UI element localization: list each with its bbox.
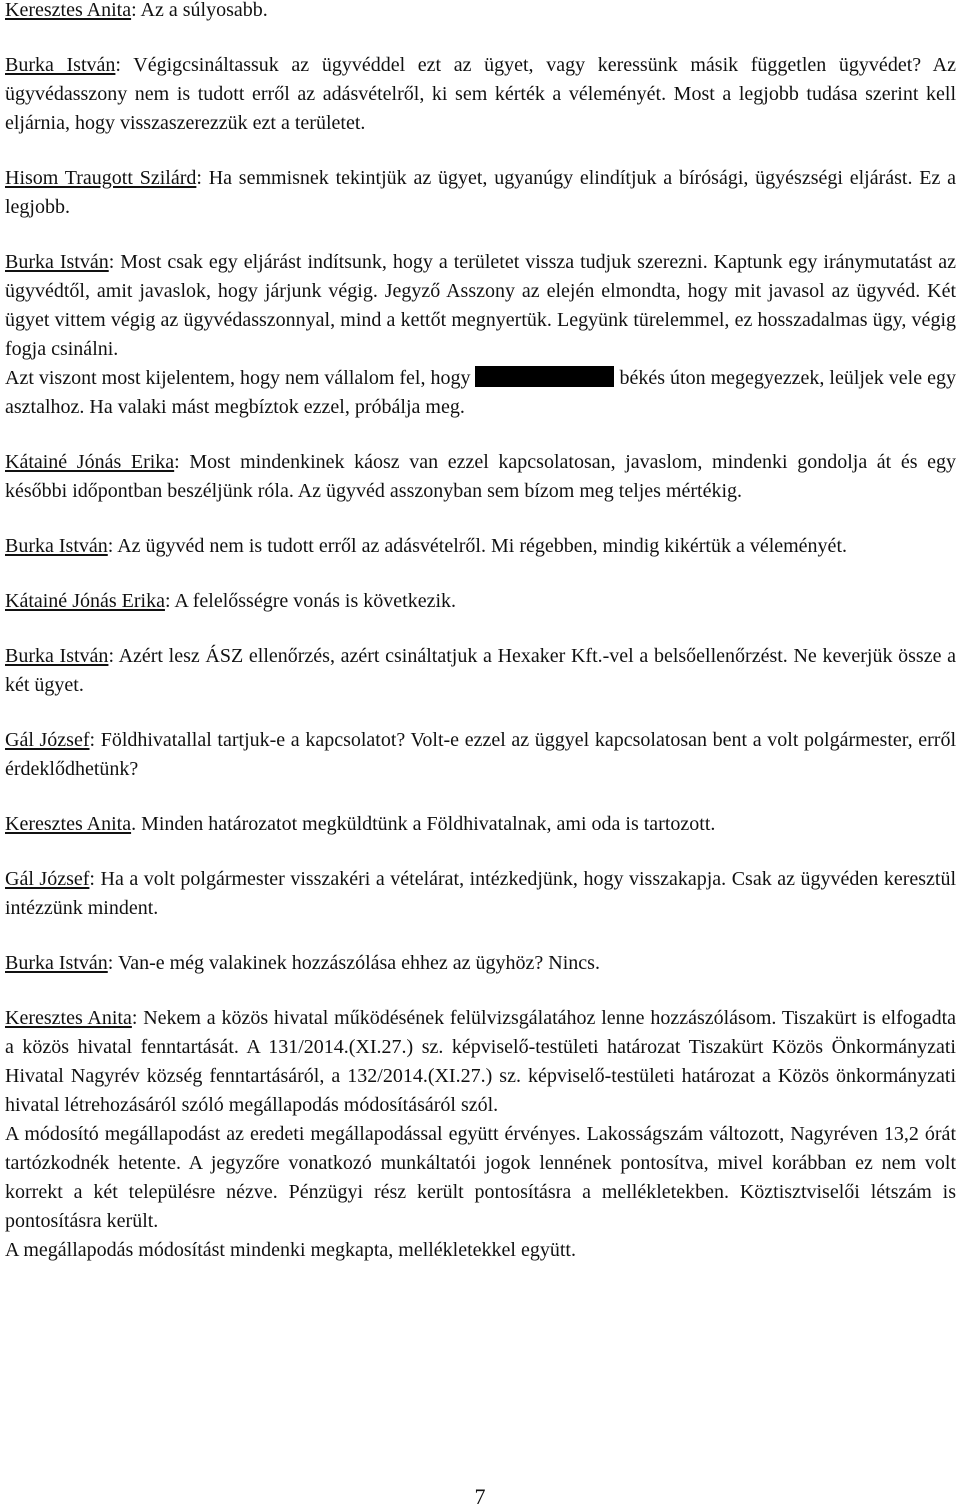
paragraph-text: békés úton megegyezzek, leüljek vele egy asztalhoz. Ha valaki mást megbíztok ezzel, próbálja meg.: [5, 367, 956, 418]
speaker-name: Hisom Traugott Szilárd: [5, 167, 197, 189]
minutes-paragraph: [5, 1004, 956, 1120]
paragraph-text: . Minden határozatot megküldtünk a Földhivatalnak, ami oda is tartozott.: [131, 813, 716, 835]
minutes-paragraph: [5, 532, 956, 561]
page-number: 7: [474, 1484, 486, 1509]
speaker-name: Burka István: [5, 54, 116, 76]
paragraph-text: : Ha semmisnek tekintjük az ügyet, ugyanúgy elindítjuk a bírósági, ügyészségi eljárást. Ez a legjobb.: [5, 167, 956, 218]
paragraph-text: : Most mindenkinek káosz van ezzel kapcsolatosan, javaslom, mindenki gondolja át és egy későbbi időpontban beszéljünk róla. Az ügyvéd asszonyban sem bízom meg teljes mértékig.: [5, 451, 956, 502]
minutes-paragraph: [5, 587, 956, 616]
paragraph-text: : Van-e még valakinek hozzászólása ehhez az ügyhöz? Nincs.: [107, 952, 600, 974]
minutes-paragraph-continuation: A módosító megállapodást az eredeti megállapodással együtt érvényes. Lakosságszám változott, Nagyréven 13,2 órát tartózkodnék hetente. A jegyzőre vonatkozó munkáltatói jogok lennének pontosítva, mivel korábban ez nem volt korrekt a két településre nézve. Pénzügyi rész került pontosításra a mellékletekben. Köztisztviselői létszám is pontosításra került.: [5, 1123, 956, 1232]
minutes-text: [5, 0, 956, 1265]
speaker-name: Burka István: [5, 535, 108, 557]
paragraph-text: : Az ügyvéd nem is tudott erről az adásvételről. Mi régebben, mindig kikértük a véleményét.: [107, 535, 847, 557]
minutes-paragraph: [5, 51, 956, 138]
minutes-paragraph: [5, 642, 956, 700]
minutes-paragraph: [5, 448, 956, 506]
minutes-paragraph: [5, 865, 956, 923]
speaker-name: Kátainé Jónás Erika: [5, 590, 165, 612]
paragraph-text: : Az a súlyosabb.: [131, 0, 268, 21]
speaker-name: Gál József: [5, 729, 90, 751]
minutes-paragraph: [5, 949, 956, 978]
speaker-name: Kátainé Jónás Erika: [5, 451, 175, 473]
minutes-paragraph: [5, 164, 956, 222]
speaker-name: Burka István: [5, 645, 109, 667]
minutes-paragraph-continuation: A megállapodás módosítást mindenki megkapta, mellékletekkel együtt.: [5, 1239, 576, 1261]
speaker-name: Gál József: [5, 868, 90, 890]
speaker-name: Burka István: [5, 952, 108, 974]
paragraph-text: : Azért lesz ÁSZ ellenőrzés, azért csináltatjuk a Hexaker Kft.-vel a belsőellenőrzést. Ne keverjük össze a két ügyet.: [5, 645, 956, 696]
paragraph-text: : Nekem a közös hivatal működésének felülvizsgálatához lenne hozzászólásom. Tiszakürt is elfogadta a közös hivatal fenntartását. A 131/2014.(XI.27.) sz. képviselő-testületi határozat Tiszakürt Közös Önkormányzati Hivatal Nagyrév község fenntartásáról, a 132/2014.(XI.27.) sz. képviselő-testületi határozat a Közös önkormányzati hivatal létrehozásáról szóló megállapodás módosításáról szól.: [5, 1007, 956, 1116]
minutes-paragraph: [5, 810, 956, 839]
minutes-paragraph: [5, 726, 956, 784]
paragraph-text: : Földhivatallal tartjuk-e a kapcsolatot? Volt-e ezzel az üggyel kapcsolatosan bent a volt polgármester, erről érdeklődhetünk?: [5, 729, 957, 780]
speaker-name: Keresztes Anita: [5, 813, 132, 835]
speaker-name: Burka István: [5, 251, 109, 273]
speaker-name: Keresztes Anita: [5, 0, 132, 21]
minutes-paragraph: [5, 248, 956, 364]
paragraph-text: Azt viszont most kijelentem, hogy nem vállalom fel, hogy: [5, 367, 471, 389]
minutes-paragraph: [5, 0, 956, 25]
minutes-paragraph-continuation: [5, 364, 956, 422]
paragraph-text: : Ha a volt polgármester visszakéri a vételárat, intézkedjünk, hogy visszakapja. Csak az ügyvéden keresztül intézzünk mindent.: [5, 868, 957, 919]
paragraph-text: : A felelősségre vonás is következik.: [164, 590, 456, 612]
paragraph-text: : Most csak egy eljárást indítsunk, hogy a területet vissza tudjuk szerezni. Kaptunk egy iránymutatást az ügyvédtől, amit javaslok, hogy járjunk végig. Jegyző Asszony az elején elmondta, hogy mit javasol az ügyvéd. Két ügyet vittem végig az ügyvédasszonnyal, mind a kettőt megnyertük. Legyünk türelemmel, ez hosszadalmas ügy, végig fogja csinálni.: [5, 251, 956, 360]
speaker-name: Keresztes Anita: [5, 1007, 132, 1029]
redacted-text: [475, 366, 614, 387]
paragraph-text: : Végigcsináltassuk az ügyvéddel ezt az ügyet, vagy keressünk másik független ügyvédet? Az ügyvédasszony nem is tudott erről az adásvételről, ki sem kérték a véleményét. Most a legjobb tudása szerint kell eljárnia, hogy visszaszerezzük ezt a területet.: [5, 54, 956, 134]
